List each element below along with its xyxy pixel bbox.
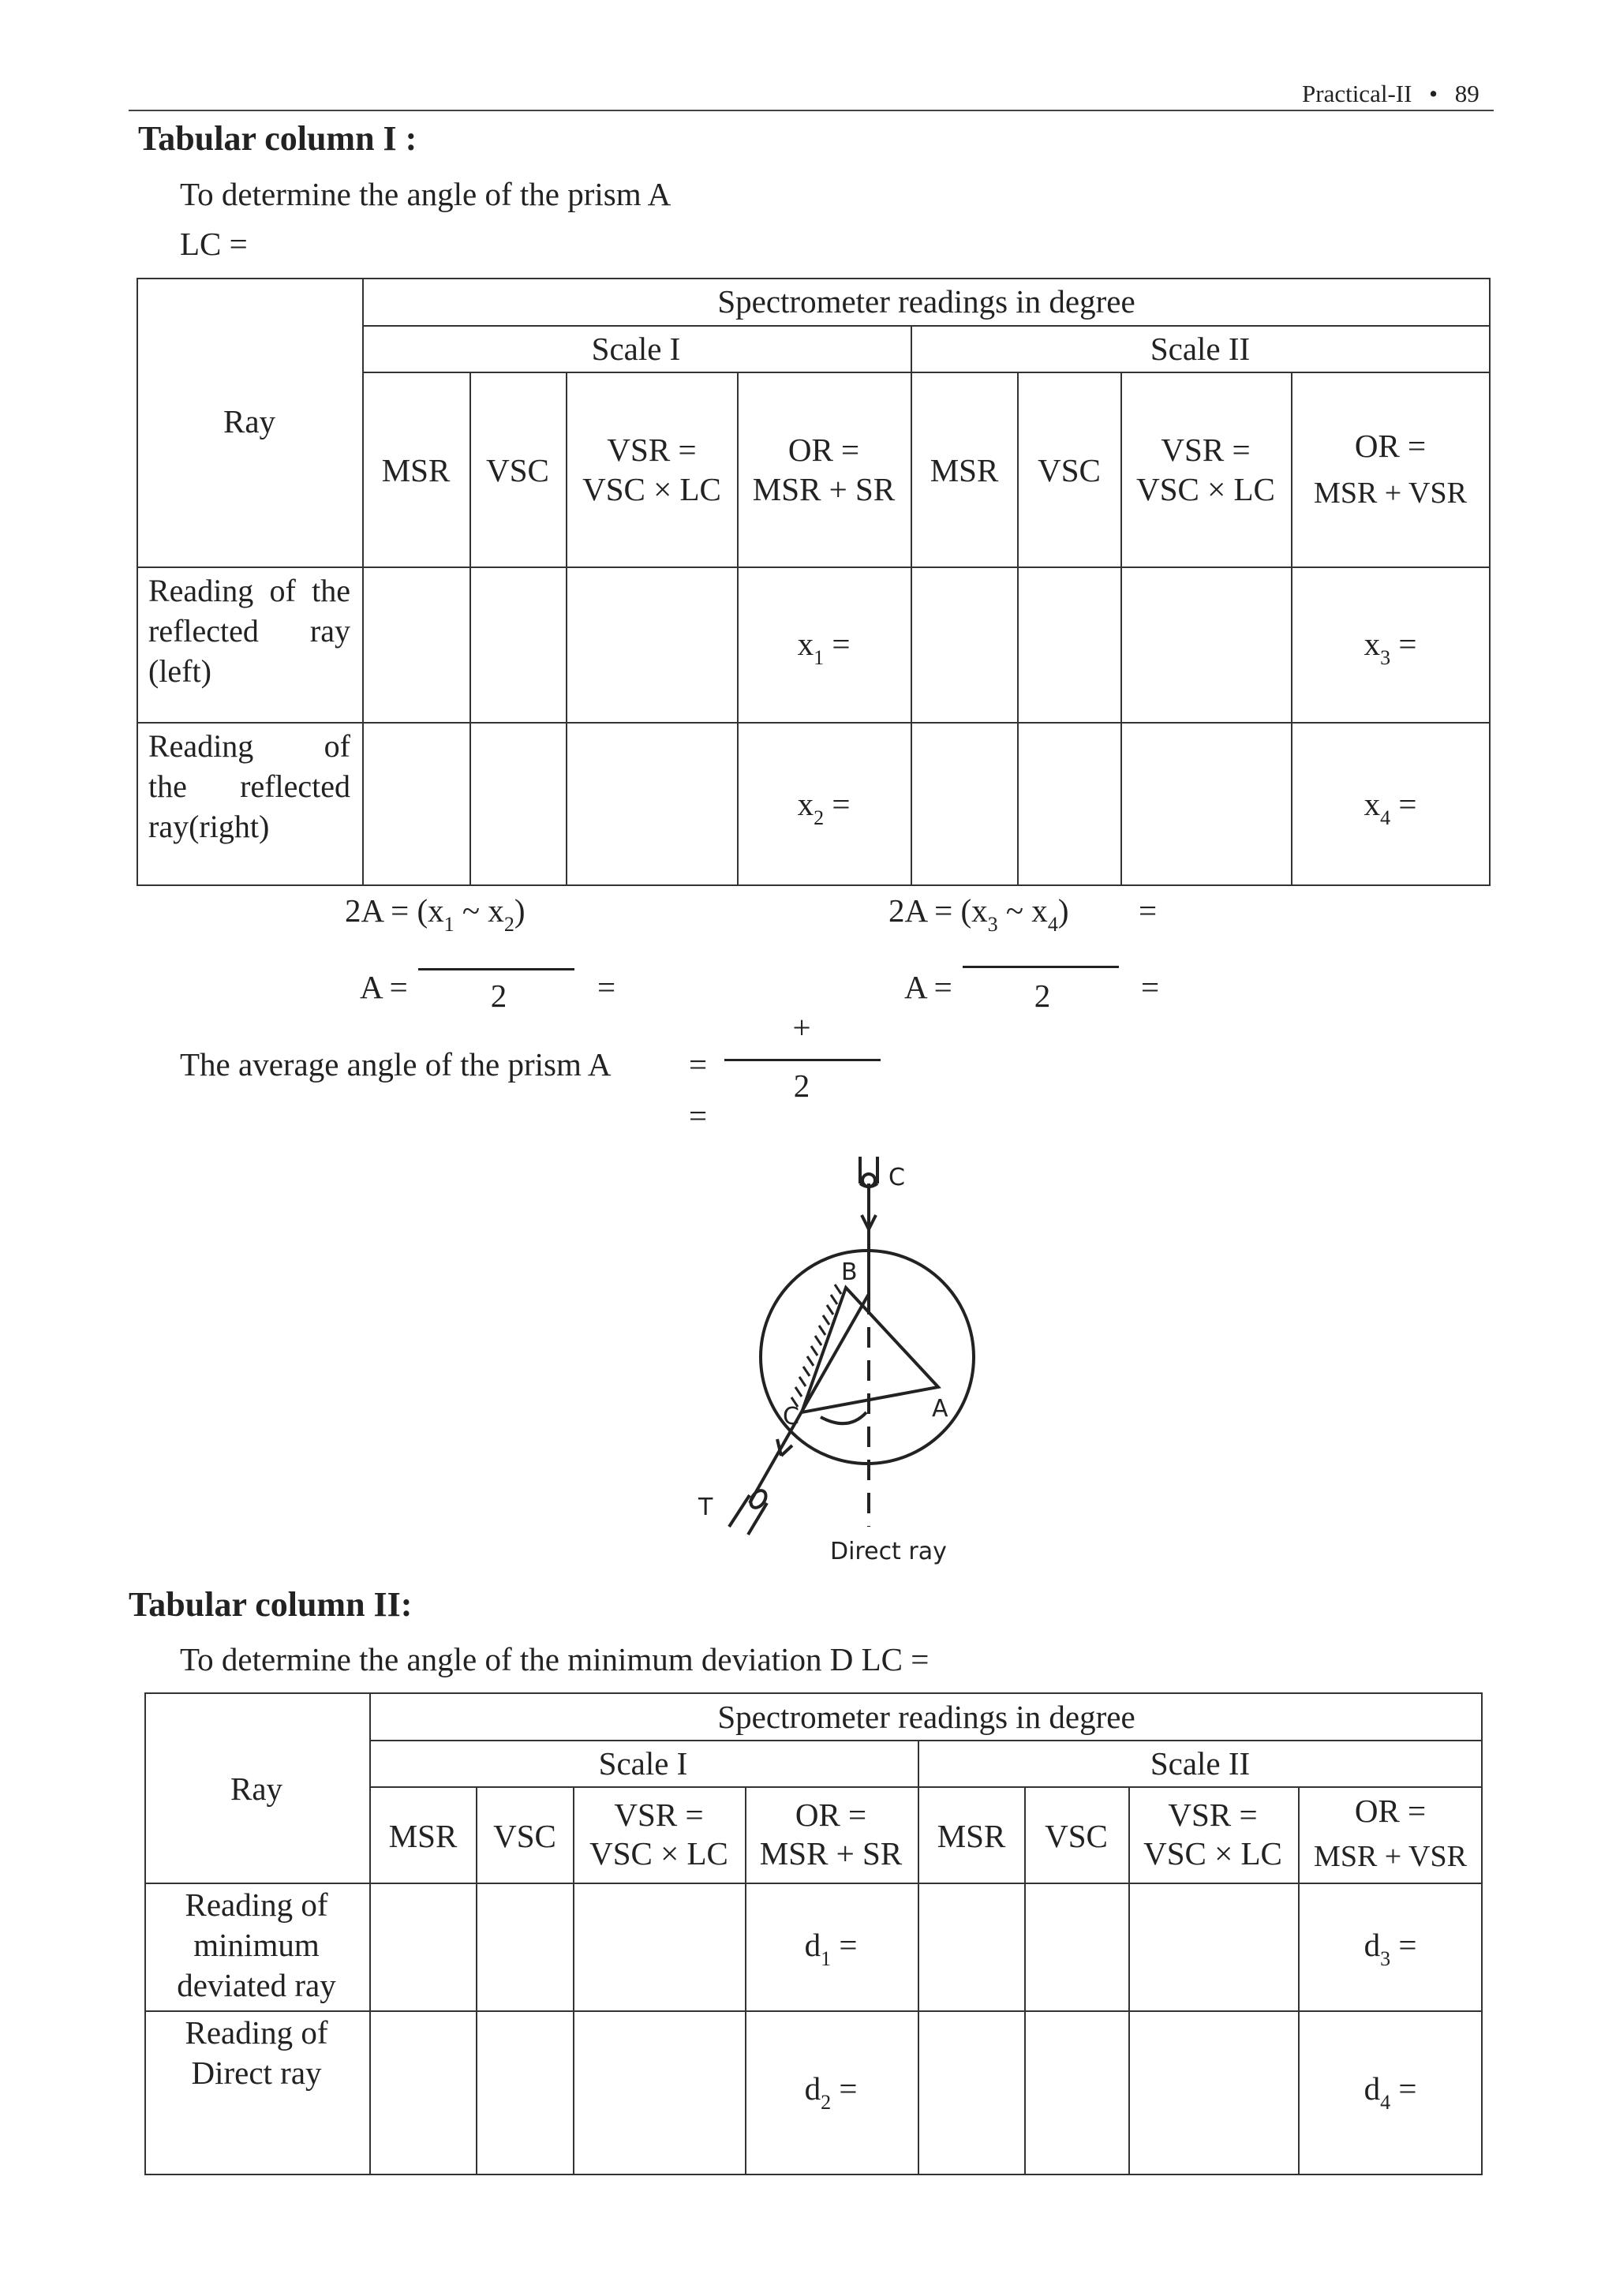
table2-col-line [573,1787,574,2175]
var-letter: d [1364,2070,1381,2107]
table1-or-s2-line1: OR = [1354,428,1427,464]
table1-vsr-s1-line1: VSR = [607,432,697,468]
table1-row2-label-line: the reflected [148,768,350,804]
table2-vsc-s2: VSC [1045,1818,1108,1854]
label-c-top: C [888,1164,905,1191]
var-sub: 3 [1380,646,1391,669]
table2-or-s2-line2: MSR + VSR [1314,1840,1467,1873]
table2-or-s2-line1: OR = [1354,1793,1427,1829]
table1-scale2: Scale II [1150,331,1251,367]
table1-row2-label-line: Reading of [148,728,350,764]
formula-sub: 1 [443,913,454,936]
var-eq: = [831,1927,858,1963]
table2-row2-d4 [1364,2070,1417,2114]
table2-scale1: Scale I [598,1745,688,1782]
denominator-right: 2 [1034,978,1051,1014]
table2-msr-s1: MSR [388,1818,458,1854]
table2-row1-line1: Reading of [185,1887,328,1923]
header-bullet: • [1429,80,1438,107]
table2-vsr-s1-line1: VSR = [614,1797,704,1833]
formula-a-left: A = [360,969,408,1005]
average-denominator: 2 [793,1068,810,1104]
var-sub: 4 [1380,806,1391,829]
label-b: B [841,1258,858,1286]
table1-vsr-s2-line2: VSC × LC [1136,471,1275,507]
table2-col-line [476,1787,477,2175]
table1-or-s2-line2: MSR + VSR [1314,477,1467,510]
var-eq: = [831,2070,858,2107]
formula-text: ~ x [454,892,504,929]
formula-2a-right-eq: = [1139,892,1158,929]
table2-row1-d1 [804,1926,858,1970]
formula-sub: 4 [1047,913,1058,936]
formula-text: ) [1057,892,1069,929]
section2-heading: Tabular column II: [129,1585,413,1624]
label-direct-ray: Direct ray [830,1538,947,1565]
section2-aim: To determine the angle of the minimum deviation D LC = [180,1641,930,1677]
equals-left: = [597,969,616,1005]
table1-vsc-s2: VSC [1038,452,1101,488]
formula-text: ) [514,892,526,929]
formula-text: ~ x [997,892,1048,929]
table2-or-s1-line1: OR = [795,1797,867,1833]
table1-msr-s2: MSR [930,452,999,488]
formula-text: 2A = (x [345,892,444,929]
var-sub: 2 [814,806,825,829]
table2-vsr-s2-line2: VSC × LC [1143,1835,1282,1872]
label-c: C [783,1403,799,1430]
table2-ray-header: Ray [230,1771,283,1807]
table1-row1-label-line: reflected ray [148,613,350,649]
section1-heading: Tabular column I : [138,119,417,158]
var-sub: 4 [1380,2091,1391,2114]
table2-row2-line1: Reading of [185,2014,328,2051]
var-eq: = [1390,2070,1417,2107]
var-letter: x [797,786,814,822]
label-a: A [932,1395,948,1423]
average-plus: + [792,1009,811,1045]
table2-scale2: Scale II [1150,1745,1251,1782]
table2-row-line [369,1740,1483,1741]
table1-or-s1-line2: MSR + SR [752,471,896,507]
table1-row1-label-line: Reading of the [148,573,350,608]
var-sub: 1 [814,646,825,669]
table1-ray-header: Ray [223,403,276,439]
table1-row1-label-line: (left) [148,653,211,689]
denominator-left: 2 [490,978,507,1014]
section1-aim: To determine the angle of the prism A [180,176,671,212]
var-eq: = [824,626,851,662]
var-eq: = [1390,1927,1417,1963]
table2-row1-line2: minimum [193,1927,320,1963]
table2-msr-s2: MSR [937,1818,1006,1854]
table1-group-header: Spectrometer readings in degree [717,283,1135,320]
page-number: 89 [1454,80,1479,107]
table2-or-s1-line2: MSR + SR [759,1835,903,1872]
var-sub: 3 [1380,1947,1391,1970]
var-letter: d [804,2070,821,2107]
table1-vsr-s2-line1: VSR = [1161,432,1251,468]
formula-sub: 2 [503,913,514,936]
average-eq2: = [689,1098,708,1134]
table2-vsr-s2-line1: VSR = [1168,1797,1258,1833]
var-eq: = [1390,786,1417,822]
formula-sub: 3 [987,913,998,936]
table1-or-s1-line1: OR = [787,432,860,468]
table2-row-line [144,1883,1483,1884]
table2-col-line [1128,1787,1130,2175]
table2-row2-d2 [804,2070,858,2114]
table2-row-line [369,1786,1483,1788]
table2-row1-line3: deviated ray [177,1967,336,2003]
var-letter: x [1364,786,1381,822]
formula-a-right: A = [904,969,952,1005]
average-eq1: = [689,1046,708,1083]
table1-scale1: Scale I [591,331,681,367]
running-title: Practical-II [1302,80,1412,107]
table1-vsr-s1-line2: VSC × LC [582,471,721,507]
equals-right: = [1141,969,1160,1005]
table2-row-line [144,2010,1483,2012]
table2-col-line [1298,1787,1300,2175]
table1-row2-label-line: ray(right) [148,809,270,844]
table2-row1-d3 [1364,1926,1417,1970]
table2-vsr-s1-line2: VSC × LC [589,1835,728,1872]
telescope-tube [729,1495,767,1535]
average-label: The average angle of the prism A [180,1046,612,1083]
label-t: T [698,1494,713,1521]
var-sub: 1 [821,1947,832,1970]
table1-vsc-s1: VSC [486,452,549,488]
var-letter: x [797,626,814,662]
table2-group-header: Spectrometer readings in degree [717,1699,1135,1735]
var-letter: d [804,1927,821,1963]
table2-col-line [745,1787,746,2175]
var-letter: x [1364,626,1381,662]
table1-msr-s1: MSR [381,452,451,488]
section1-lc: LC = [180,226,248,262]
table2-ray-divider [369,1692,371,2175]
formula-text: 2A = (x [888,892,988,929]
angle-arc [821,1412,866,1423]
var-eq: = [1390,626,1417,662]
table2-vsc-s1: VSC [493,1818,556,1854]
table2-row2-line2: Direct ray [191,2055,322,2091]
var-sub: 2 [821,2091,832,2114]
var-eq: = [824,786,851,822]
table2-col-line [1024,1787,1026,2175]
table2-scale-divider [918,1741,919,2175]
var-letter: d [1364,1927,1381,1963]
